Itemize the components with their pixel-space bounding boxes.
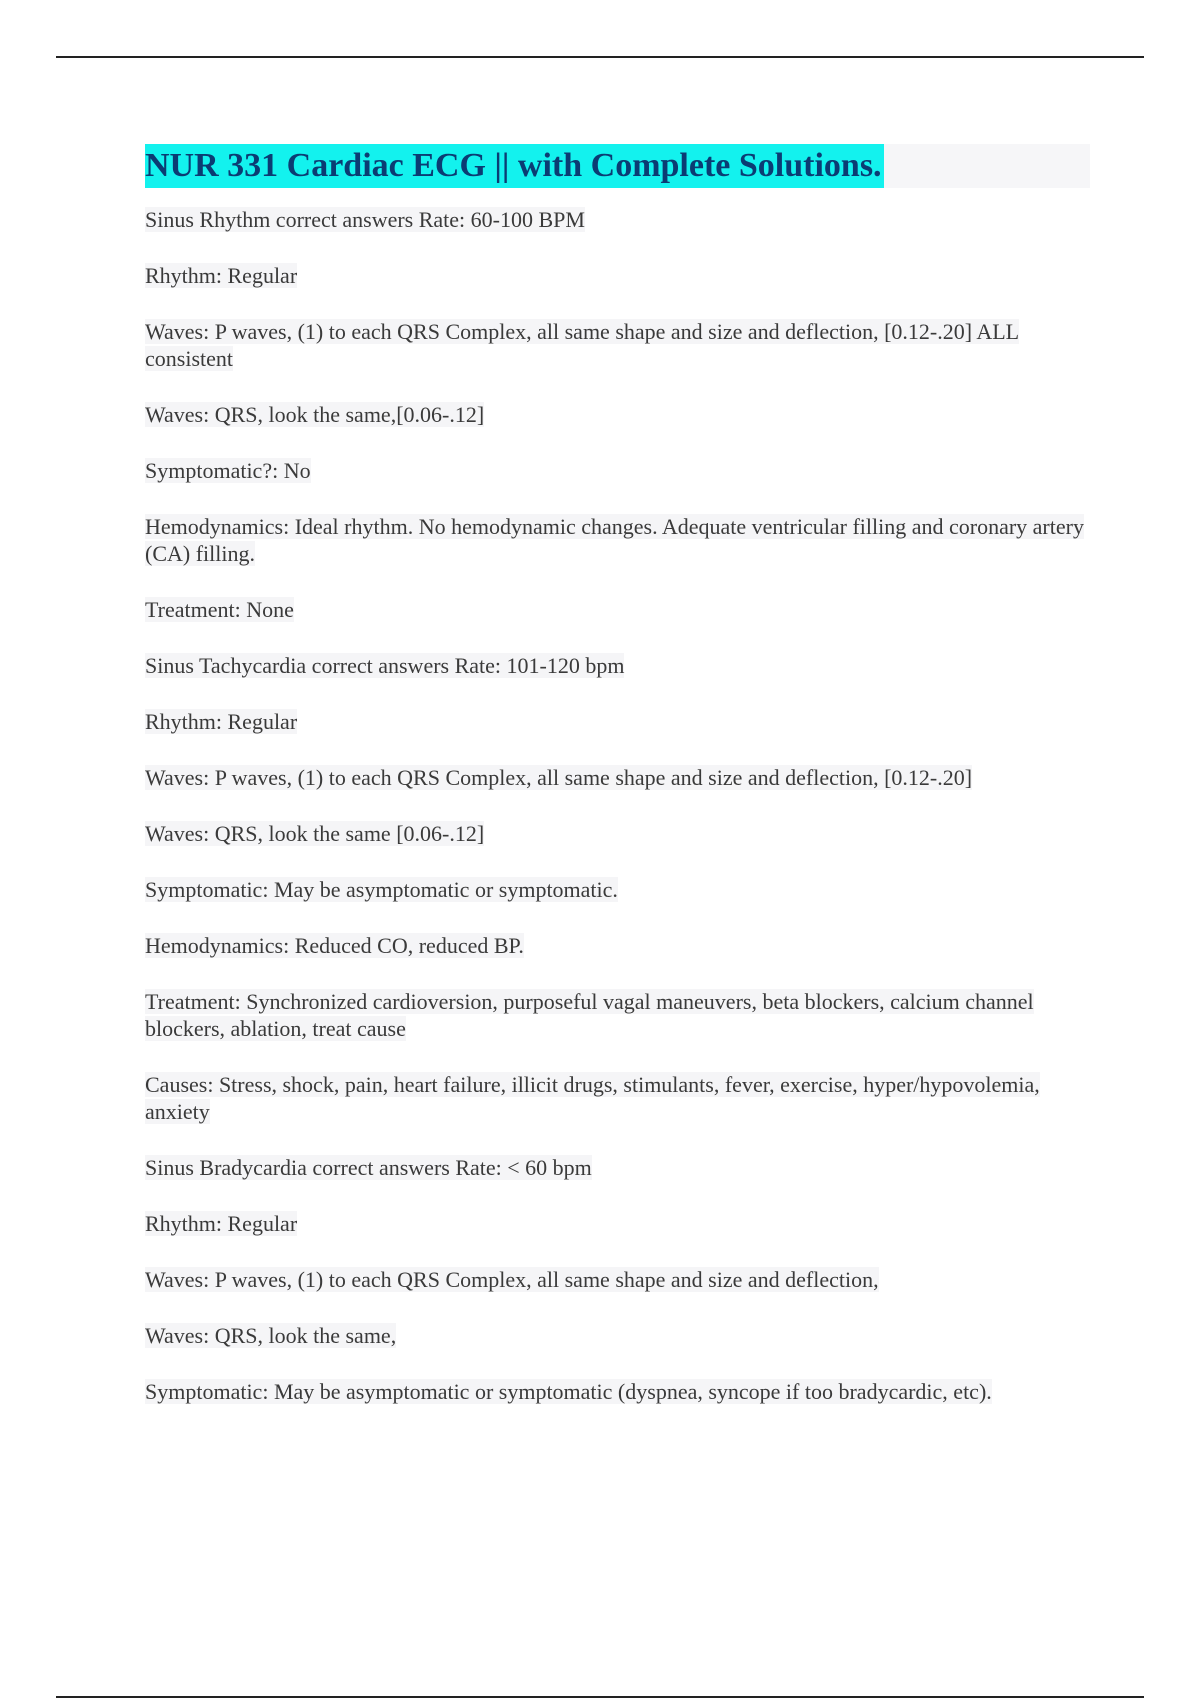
- paragraph: Hemodynamics: Reduced CO, reduced BP.: [145, 933, 524, 958]
- document-title: NUR 331 Cardiac ECG || with Complete Solutions.: [145, 144, 884, 188]
- paragraph: Rhythm: Regular: [145, 709, 298, 734]
- paragraph: Waves: QRS, look the same,: [145, 1323, 397, 1348]
- paragraph: Waves: P waves, (1) to each QRS Complex, all same shape and size and deflection,: [145, 1267, 879, 1292]
- paragraph: Rhythm: Regular: [145, 1211, 298, 1236]
- paragraph: Treatment: None: [145, 597, 294, 622]
- paragraph: Waves: QRS, look the same [0.06-.12]: [145, 821, 485, 846]
- top-rule: [56, 56, 1144, 58]
- document-body: [145, 144, 1090, 1434]
- paragraph: Treatment: Synchronized cardioversion, purposeful vagal maneuvers, beta blockers, calcium channel blockers, ablation, treat cause: [145, 989, 1034, 1041]
- title-block: [145, 144, 1090, 188]
- paragraph: Symptomatic?: No: [145, 458, 311, 483]
- paragraph: Symptomatic: May be asymptomatic or symptomatic (dyspnea, syncope if too bradycardic, etc).: [145, 1379, 992, 1404]
- paragraph: Sinus Bradycardia correct answers Rate: < 60 bpm: [145, 1155, 592, 1180]
- paragraph: Symptomatic: May be asymptomatic or symptomatic.: [145, 877, 618, 902]
- paragraph: Sinus Rhythm correct answers Rate: 60-100 BPM: [145, 207, 585, 232]
- bottom-rule: [56, 1696, 1144, 1698]
- paragraph: Rhythm: Regular: [145, 263, 298, 288]
- paragraph: Waves: QRS, look the same,[0.06-.12]: [145, 402, 485, 427]
- paragraph: Sinus Tachycardia correct answers Rate: 101-120 bpm: [145, 653, 625, 678]
- paragraph: Hemodynamics: Ideal rhythm. No hemodynamic changes. Adequate ventricular filling and coronary artery (CA) filling.: [145, 514, 1084, 566]
- paragraph: Waves: P waves, (1) to each QRS Complex, all same shape and size and deflection, [0.12-.20] ALL consistent: [145, 319, 1020, 371]
- paragraph: Causes: Stress, shock, pain, heart failure, illicit drugs, stimulants, fever, exercise, hyper/hypovolemia, anxiety: [145, 1072, 1040, 1124]
- paragraph: Waves: P waves, (1) to each QRS Complex, all same shape and size and deflection, [0.12-.20]: [145, 765, 973, 790]
